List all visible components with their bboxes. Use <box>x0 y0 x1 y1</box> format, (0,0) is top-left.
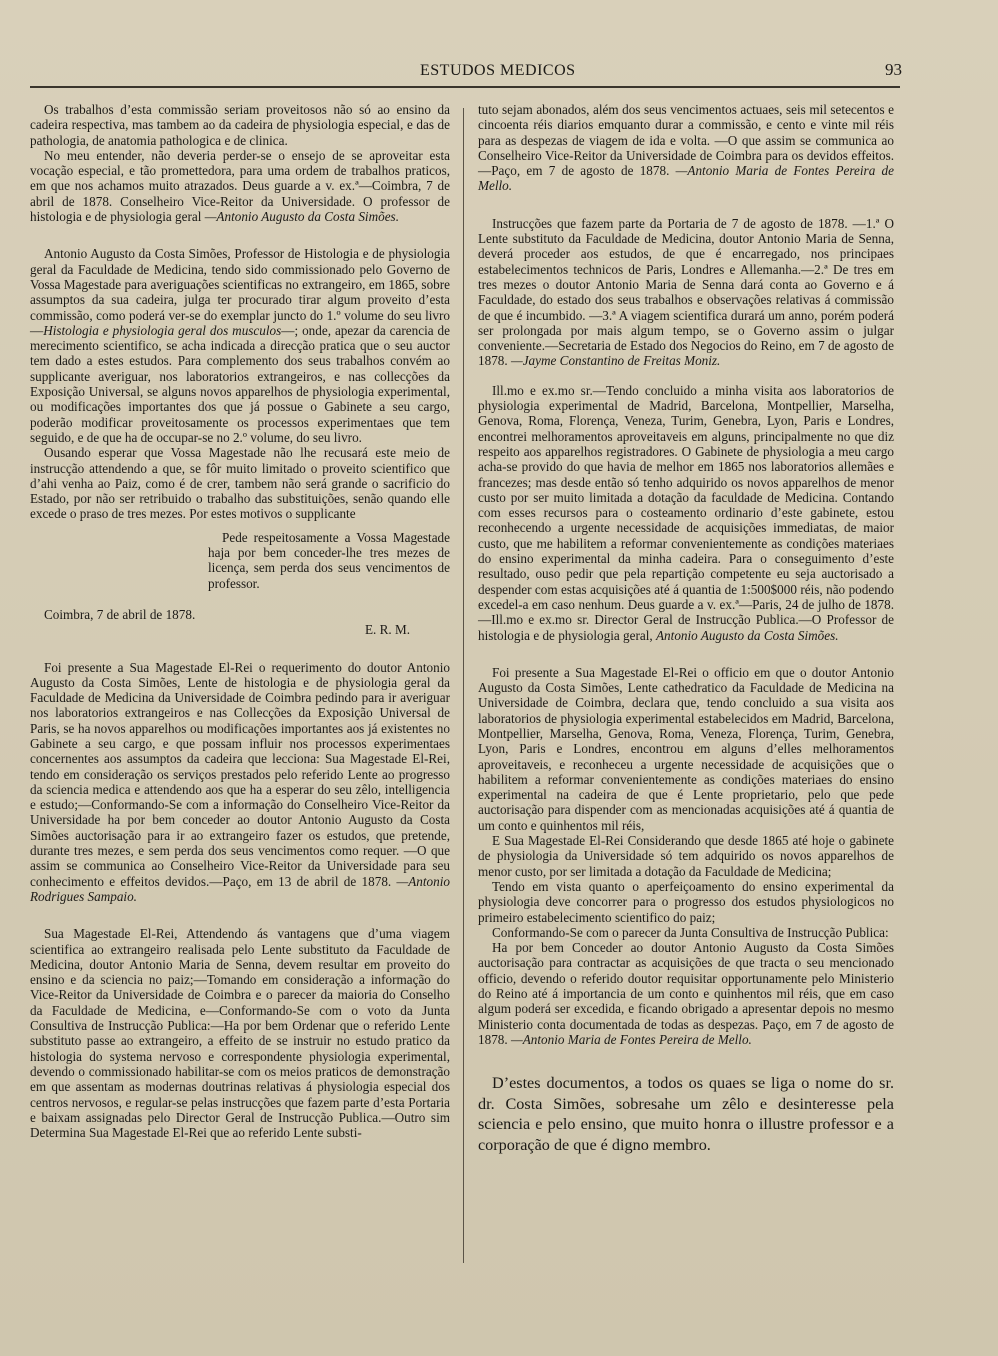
right-column <box>478 102 894 1155</box>
paragraph <box>30 660 450 905</box>
paragraph <box>478 383 894 643</box>
book-title: Histologia e physiologia geral dos musculos <box>43 322 282 338</box>
signature: Antonio Augusto da Costa Simões. <box>656 627 839 643</box>
signature: —Antonio Maria de Fontes Pereira de Mello. <box>510 1031 752 1047</box>
paragraph-text: Antonio Augusto da Costa Simões, Professor de Histologia e de physiologia geral da Faculdade de Medicina, tendo sido commissionado pelo Governo de Vossa Magestade para averiguações scientificas no extrangeiro, em 1865, sobre assumptos da sua cadeira, julga ter procurado tirar algum proveito d’esta commissão, como poderá ver-se do exemplar juncto do 1.º volume do seu livro— <box>30 246 450 338</box>
paragraph: Foi presente a Sua Magestade El-Rei o officio em que o doutor Antonio Augusto da Costa Simões, Lente cathedratico da Faculdade de Medicina na Universidade de Coimbra, declara que, tendo concluido a sua visita aos laboratorios de physiologia experimental estabelecidos em Madrid, Barcelona, Montpellier, Marselha, Genova, Roma, Veneza, Florença, Turim, Genebra, Lyon, Paris e Londres, encontrou em alguns d’elles melhoramentos aproveitaveis, e reconheceu a urgente necessidade de acquisições que o habilitem a reformar convenientemente as condições materiaes do ensino experimental na cadeira de que é Lente proprietario, pelo que pede auctorisação para dispender com as mencionadas acquisições até á quantia de um conto e quinhentos mil réis, <box>478 664 894 833</box>
paragraph: Sua Magestade El-Rei, Attendendo ás vantagens que d’uma viagem scientifica ao extrangeiro realisada pelo Lente substituto da Faculdade de Medicina, doutor Antonio Maria de Senna, devem resultar em proveito do ensino e da sciencia no paiz;—Tomando em consideração a informação do Vice-Reitor da Universidade de Coimbra e o parecer da maioria do Conselho da Faculdade de Medicina, e—Conformando-Se com o voto da Junta Consultiva de Instrucção Publica:—Ha por bem Ordenar que o referido Lente substituto passe ao extrangeiro, a effeito de se instruir no estudo pratico da histologia do systema nervoso e correspondente physiologia experimental, devendo o commissionado habilitar-se com os meios praticos de demonstração em que assentam as modernas doutrinas relativas á physiologia especial dos centros nervosos, e regular-se pelas instrucções que fazem parte d’esta Portaria e baixam assignadas pelo Director Geral de Instrucção Publica.—Outro sim Determina Sua Magestade El-Rei que ao referido Lente substi- <box>30 926 450 1141</box>
petition: Pede respeitosamente a Vossa Magestade haja por bem conceder-lhe tres mezes de licença, sem perda dos seus vencimentos de professor. <box>208 529 450 591</box>
paragraph-text: Instrucções que fazem parte da Portaria de 7 de agosto de 1878. —1.ª O Lente substituto da Faculdade de Medicina, doutor Antonio Maria de Senna, deverá proceder aos estudos, de que é encarregado, nos principaes estabelecimentos technicos de Paris, Londres e Allemanha.—2.ª De tres em tres mezes o doutor Antonio Maria de Senna dará conta ao Governo e á Faculdade, do estado dos seus trabalhos e observações relativas á commissão de que é incumbido. —3.ª A viagem scientifica durará um anno, porém poderá ser prolongada por mais algum tempo, se o Governo assim o julgar conveniente.—Secretaria de Estado dos Negocios do Reino, em 7 de agosto de 1878. <box>478 215 894 369</box>
page-number: 93 <box>885 60 902 79</box>
running-head: ESTUDOS MEDICOS <box>420 62 576 79</box>
paragraph <box>30 246 450 445</box>
spacer <box>478 369 894 383</box>
left-column <box>30 102 450 1140</box>
column-divider <box>463 108 464 1263</box>
spacer <box>478 643 894 665</box>
signature: —Antonio Augusto da Costa Simões. <box>204 209 399 225</box>
spacer <box>30 638 450 660</box>
paragraph: Ousando esperar que Vossa Magestade não lhe recusará este meio de instrucção attendendo a que, se fôr muito limitado o proveito scientifico que d’ahi venha ao Paiz, como é de crer, tambem não será grande o sacrificio do Estado, por não ser retribuido o trabalho das substituições, senão quando elle excede o praso de tres mezes. Por estes motivos o supplicante <box>30 445 450 522</box>
paragraph-text: tuto sejam abonados, além dos seus vencimentos actuaes, seis mil setecentos e cincoenta réis diarios emquanto durar a commissão, e cento e vinte mil réis para as despezas de viagem de ida e volta. —O que assim se communica ao Conselheiro Vice-Reitor da Universidade de Coimbra para os devidos effeitos.—Paço, em 7 de agosto de 1878. <box>478 102 894 179</box>
erm-signoff: E. R. M. <box>364 622 410 638</box>
signature: —Jayme Constantino de Freitas Moniz. <box>510 353 721 369</box>
paragraph-text: Ill.mo e ex.mo sr.—Tendo concluido a minha visita aos laboratorios de physiologia experimental de Madrid, Barcelona, Montpellier, Marselha, Genova, Roma, Florença, Veneza, Turim, Genebra, Lyon, Paris e Londres, encontrei melhoramentos aproveitaveis em alguns, principalmente no que diz respeito aos apparelhos registradores. O Gabinete de physiologia a meu cargo acha-se provido do que havia de melhor em 1865 nos laboratorios allemães e francezes; mas desde então só tenho adquirido os novos apparelhos de menor custo por ser muito limitada a dotação da faculdade de Medicina. Contando com esses recursos para o costeamento ordinario d’este gabinete, estou reconhecendo a urgente necessidade de acquisições immediatas, de maior custo, que me habilitem a reformar convenientemente as condições materiaes do ensino experimental da minha cadeira. Para o conseguimento d’este resultado, ouso pedir que pela repartição competente eu seja auctorisado a despender com estas acquisições até á quantia de 1:500$000 réis, não podendo excedel-a em caso nenhum. Deus guarde a v. ex.ª—Paris, 24 de julho de 1878.—Ill.mo e ex.mo sr. Director Geral de Instrucção Publica.—O Professor de histologia e de physiologia geral, <box>478 382 894 643</box>
closing-paragraph: D’estes documentos, a todos os quaes se liga o nome do sr. dr. Costa Simões, sobresahe um zêlo e desinteresse pela sciencia e pelo ensino, que muito honra o illustre professor e a corporação de que é digno membro. <box>478 1074 894 1154</box>
paragraph <box>30 148 450 224</box>
signature: —Antonio Rodrigues Sampaio. <box>30 873 450 904</box>
paragraph-text: Foi presente a Sua Magestade El-Rei o requerimento do doutor Antonio Augusto da Costa Simões, Lente de histologia e de physiologia geral da Faculdade de Medicina da Universidade de Coimbra pedindo para ir averiguar nos laboratorios extrangeiros e nas Collecções da Exposição Universal de Paris, se ha novos apparelhos ou modificações importantes aos já existentes no Gabinete a seu cargo, e que possam influir nos processos experimentaes concernentes aos assumptos da cadeira que lecciona: Sua Magestade El-Rei, tendo em consideração os serviços prestados pelo referido Lente ao progresso da sciencia medica e attendendo aos que ha a esperar do seu zêlo, intelligencia e estudo;—Conformando-Se com a informação do Conselheiro Vice-Reitor da Universidade ha por bem conceder ao doutor Antonio Augusto da Costa Simões auctorisação para ir ao extrangeiro fazer os estudos, que pretende, durante tres mezes, e sem perda dos seus vencimentos como requer. —O que assim se communica ao Conselheiro Vice-Reitor da Universidade para seu conhecimento e effeitos devidos.—Paço, em 13 de abril de 1878. <box>30 659 450 889</box>
paragraph: Conformando-Se com o parecer da Junta Consultiva de Instrucção Publica: <box>492 924 889 940</box>
paragraph <box>478 940 894 1047</box>
paragraph-text: —; onde, apezar da carencia de merecimento scientifico, se acha indicada a direcção pratica que o seu auctor tem dado a estes estudos. Para complemento dos seus trabalhos convém ao supplicante averiguar, nos laboratorios extrangeiros, e nas collecções da Exposição Universal, se alguns novos apparelhos de physiologia experimental, ou modificações importantes dos que já possue o Gabinete a seu cargo, poderão modificar proveitosamente os processos experimentaes que tem seguido, e de que ha de occupar-se no 2.º volume, do seu livro. <box>30 322 450 445</box>
spacer <box>30 904 450 926</box>
paragraph-text: No meu entender, não deveria perder-se o ensejo de se aproveitar esta vocação especial, e tão promettedora, para uma ordem de trabalhos praticos, em que nos achamos muito atrazados. Deus guarde a v. ex.ª—Coimbra, 7 de abril de 1878. Conselheiro Vice-Reitor da Universidade. O professor de histologia e de physiologia geral <box>30 147 450 225</box>
paragraph: Tendo em vista quanto o aperfeiçoamento do ensino experimental da physiologia deve concorrer para o progresso dos estudos physiologicos no primeiro estabelecimento scientifico do paiz; <box>478 878 894 925</box>
signature: —Antonio Maria de Fontes Pereira de Mello. <box>478 163 894 194</box>
paragraph: Os trabalhos d’esta commissão seriam proveitosos não só ao ensino da cadeira respectiva, mas tambem ao da cadeira de physiologia especial, e das de pathologia, de anatomia pathologica e de clinica. <box>30 102 450 148</box>
place-date: Coimbra, 7 de abril de 1878. <box>44 606 196 622</box>
paragraph: E Sua Magestade El-Rei Considerando que desde 1865 até hoje o gabinete de physiologia da Universidade só tem adquirido os novos apparelhos de menor custo, por ser limitada a dotação da Faculdade de Medicina; <box>478 833 894 879</box>
page-header <box>30 58 900 86</box>
paragraph-text: Ha por bem Conceder ao doutor Antonio Augusto da Costa Simões auctorisação para contractar as acquisições de que tracta o seu mencionado officio, devendo o referido doutor requisitar opportunamente pelo Ministerio do Reino até á importancia de um conto e quinhentos mil réis, que em caso algum poderá ser excedida, e ficando obrigado a apresentar depois no mesmo Ministerio conta documentada de todas as despezas. Paço, em 7 de agosto de 1878. <box>478 940 894 1047</box>
spacer <box>478 194 894 216</box>
paragraph <box>478 216 894 369</box>
header-rule <box>30 86 900 88</box>
spacer <box>30 224 450 246</box>
paragraph <box>478 102 894 194</box>
